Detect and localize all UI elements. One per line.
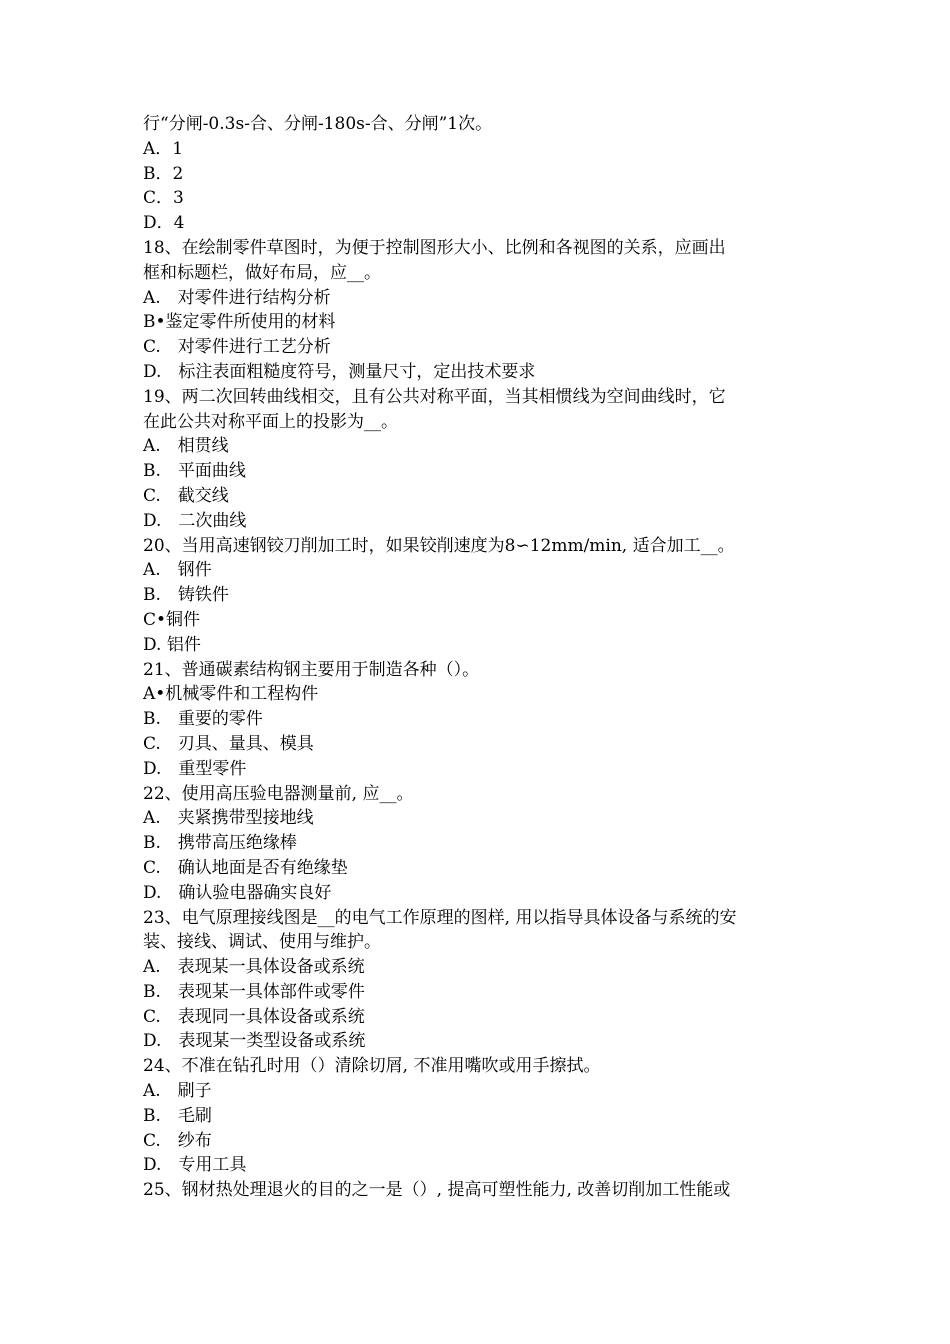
q23-stem-line-2: 装、接线、调试、使用与维护。: [143, 932, 381, 953]
q20-option-a: A. 钢件: [143, 560, 212, 581]
q20-stem: 20、当用高速钢铰刀削加工时，如果铰削速度为8∽12mm/min, 适合加工__。: [143, 535, 735, 556]
q19-stem-line-1: 19、两二次回转曲线相交，且有公共对称平面，当其相惯线为空间曲线时，它: [143, 386, 726, 407]
q19-option-d: D. 二次曲线: [143, 510, 247, 531]
q19-option-a: A. 相贯线: [143, 436, 229, 457]
q18-option-d: D. 标注表面粗糙度符号，测量尺寸，定出技术要求: [143, 361, 536, 382]
document-page: [143, 112, 803, 1203]
q21-option-a: A•机械零件和工程构件: [143, 684, 319, 705]
q21-option-d: D. 重型零件: [143, 758, 247, 779]
q18-stem-line-1: 18、在绘制零件草图时，为便于控制图形大小、比例和各视图的关系，应画出: [143, 237, 726, 258]
q22-option-c: C. 确认地面是否有绝缘垫: [143, 857, 348, 878]
q22-option-d: D. 确认验电器确实良好: [143, 882, 332, 903]
q23-option-b: B. 表现某一具体部件或零件: [143, 981, 365, 1002]
q24-option-a: A. 刷子: [143, 1081, 212, 1102]
q23-option-d: D. 表现某一类型设备或系统: [143, 1031, 366, 1052]
q24-stem: 24、不准在钻孔时用（）清除切屑, 不准用嘴吹或用手擦拭。: [143, 1056, 601, 1077]
q24-option-d: D. 专用工具: [143, 1155, 247, 1176]
q17-option-b: B．2: [143, 163, 184, 184]
q18-stem-line-2: 框和标题栏，做好布局，应__。: [143, 262, 381, 283]
q19-option-b: B. 平面曲线: [143, 461, 246, 482]
q21-stem: 21、普通碳素结构钢主要用于制造各种（）。: [143, 659, 480, 680]
q17-option-a: A．1: [143, 138, 184, 159]
q22-option-b: B. 携带高压绝缘棒: [143, 833, 297, 854]
q20-option-d: D. 铝件: [143, 634, 201, 655]
q17-option-d: D．4: [143, 213, 185, 234]
q23-option-c: C. 表现同一具体设备或系统: [143, 1006, 365, 1027]
q25-stem-line-1: 25、钢材热处理退火的目的之一是（）, 提高可塑性能力, 改善切削加工性能或: [143, 1180, 731, 1201]
q18-option-c: C. 对零件进行工艺分析: [143, 337, 331, 358]
q19-option-c: C. 截交线: [143, 485, 229, 506]
q21-option-c: C. 刃具、量具、模具: [143, 733, 314, 754]
q20-option-c: C•铜件: [143, 609, 201, 630]
q17-option-c: C．3: [143, 188, 184, 209]
q24-option-b: B. 毛刷: [143, 1105, 212, 1126]
q18-option-a: A. 对零件进行结构分析: [143, 287, 331, 308]
q22-stem: 22、使用高压验电器测量前, 应__。: [143, 783, 414, 804]
q24-option-c: C. 纱布: [143, 1130, 212, 1151]
q17-stem-continued: 行“分闸-0.3s-合、分闸-180s-合、分闸”1次。: [143, 114, 493, 134]
q22-option-a: A. 夹紧携带型接地线: [143, 808, 314, 829]
q23-option-a: A. 表现某一具体设备或系统: [143, 957, 365, 978]
q20-option-b: B. 铸铁件: [143, 585, 229, 606]
q19-stem-line-2: 在此公共对称平面上的投影为__。: [143, 411, 398, 432]
q18-option-b: B•鉴定零件所使用的材料: [143, 312, 336, 333]
q21-option-b: B. 重要的零件: [143, 709, 263, 730]
q23-stem-line-1: 23、电气原理接线图是__的电气工作原理的图样, 用以指导具体设备与系统的安: [143, 907, 737, 928]
